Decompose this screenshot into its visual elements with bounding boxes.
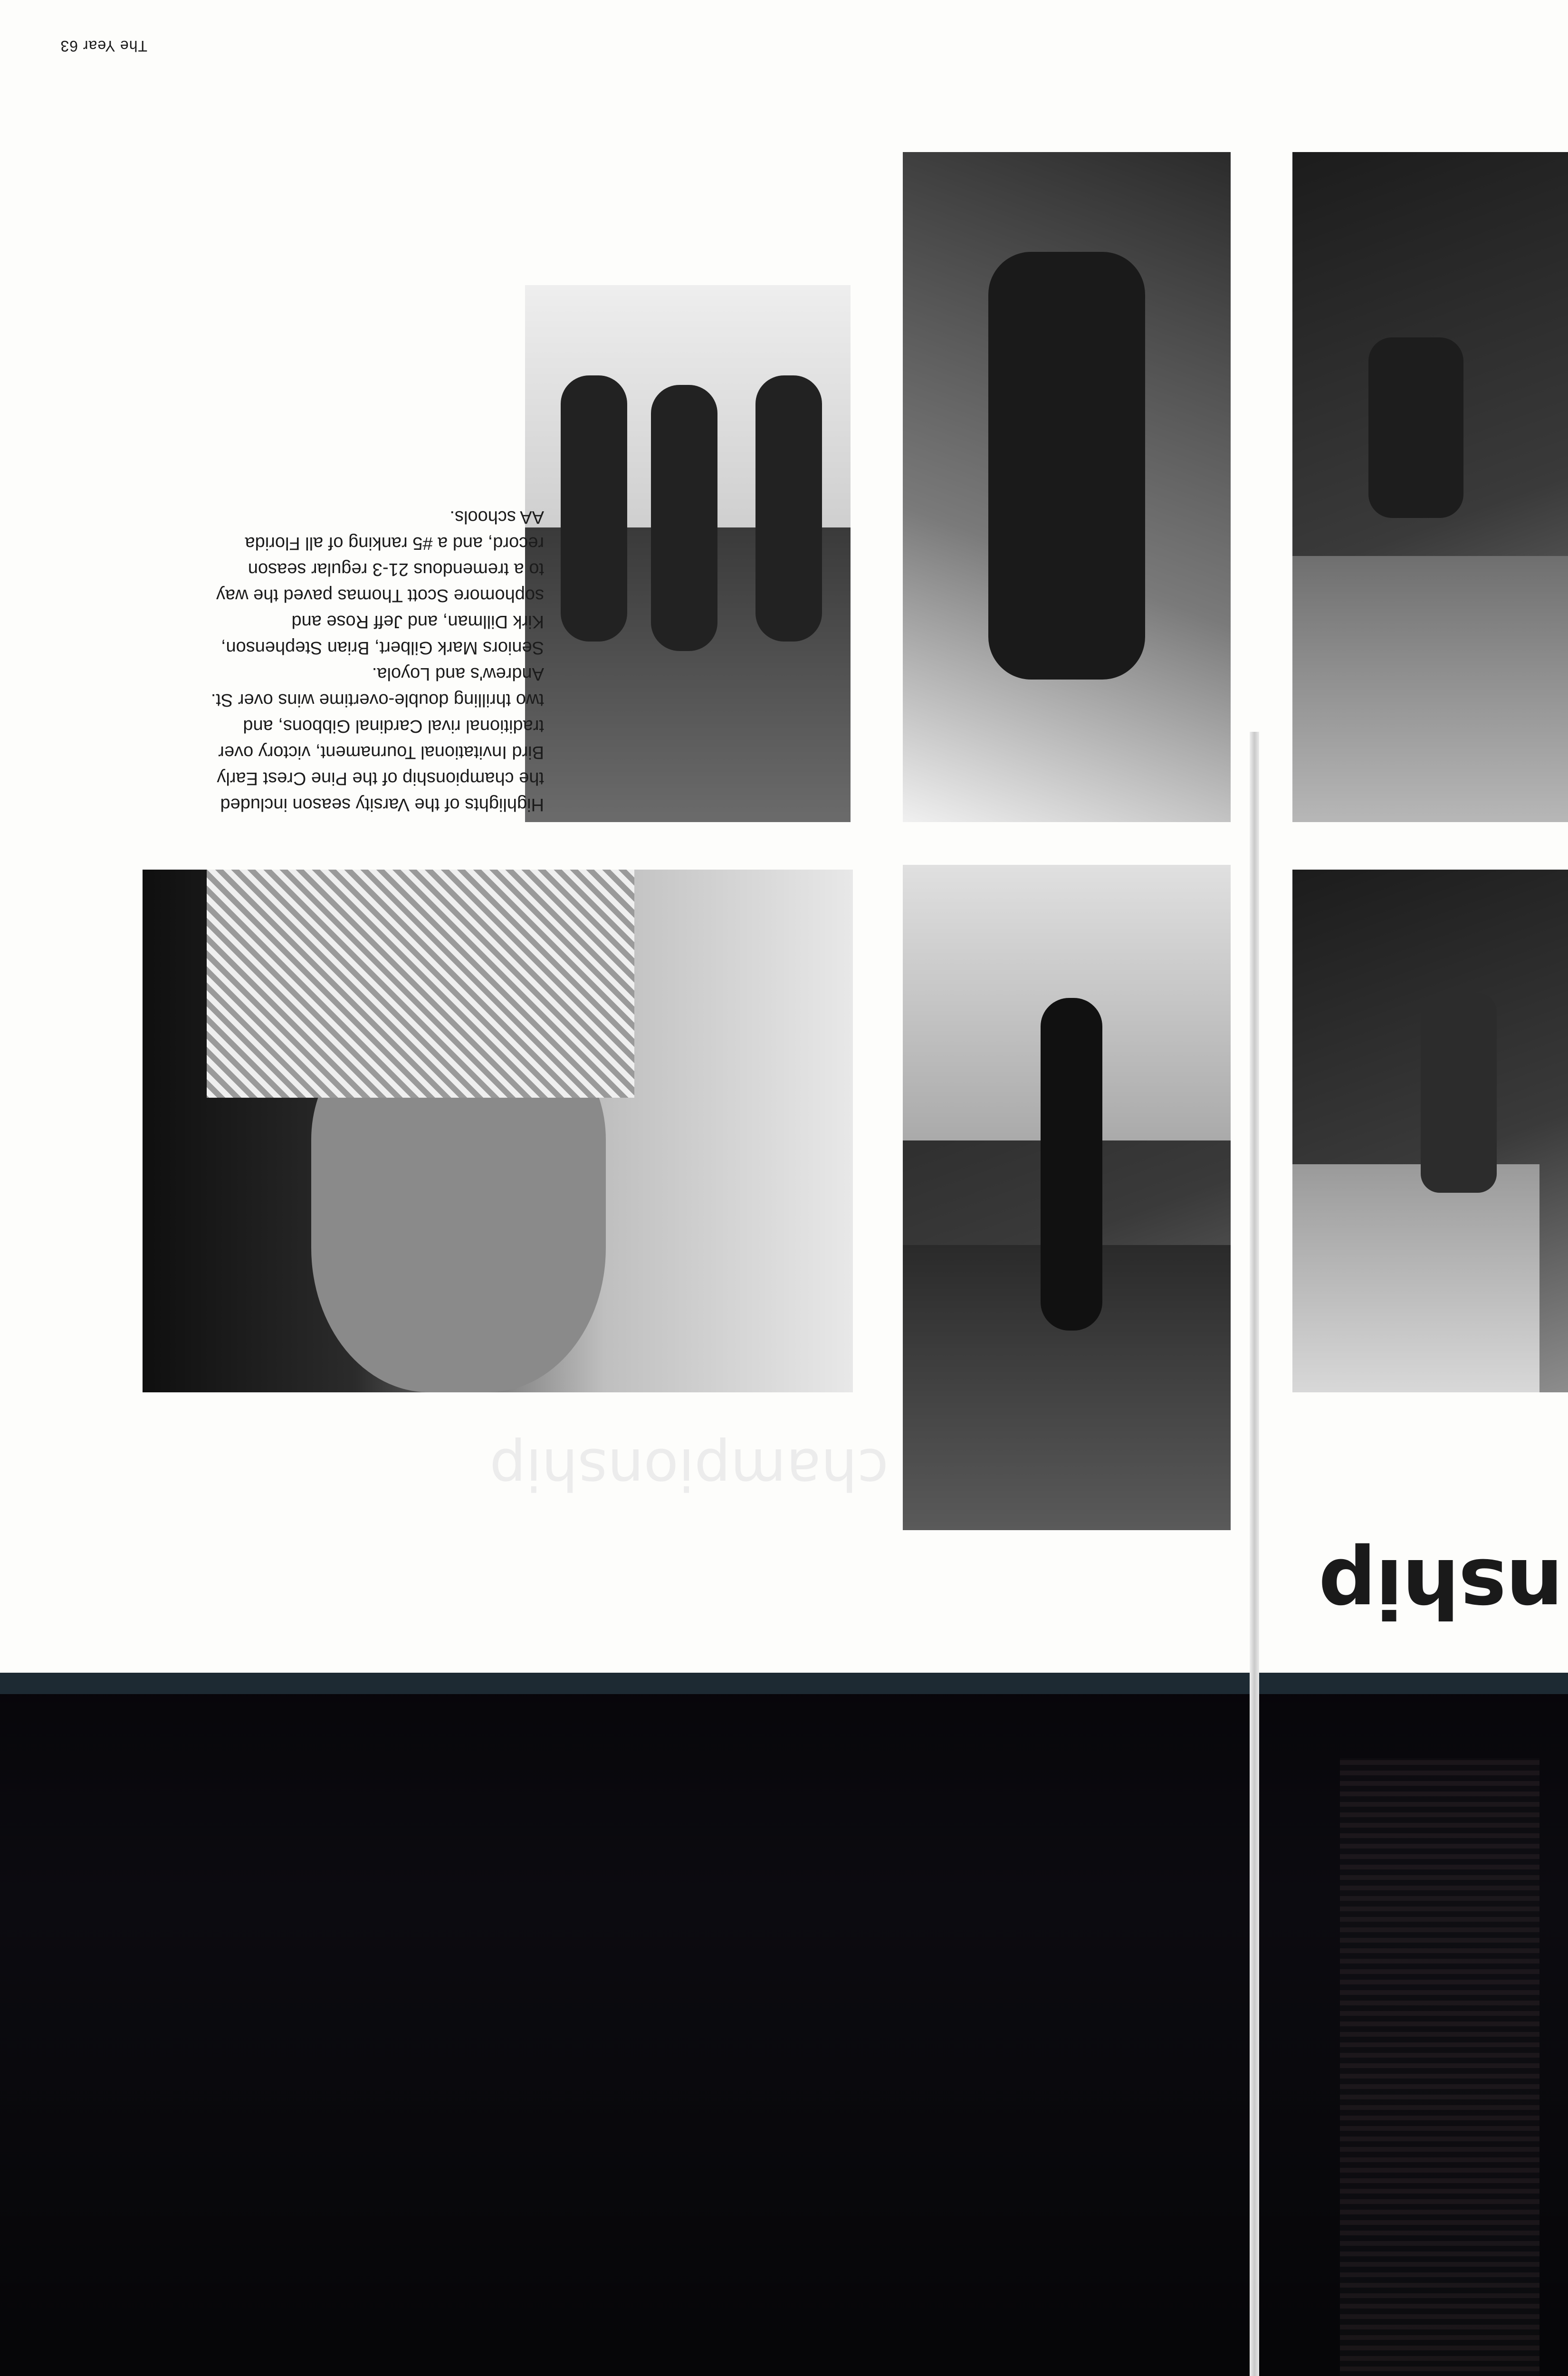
photo-crowd-bench [1292,152,1568,822]
player-figure [561,375,627,642]
photo-players-huddle [525,285,851,822]
plaid-jacket [207,870,634,1098]
dark-cover-area [0,1675,1568,2376]
player-figure [755,375,822,642]
cover-striped-edge [1340,1758,1539,2376]
photo-left-page-action [1292,870,1568,1392]
book-gutter [1250,732,1259,2376]
player-figure [1041,998,1102,1331]
cover-edge-strip [0,1673,1568,1694]
player-figure [1421,993,1497,1193]
photo-coach-portrait [143,870,853,1392]
player-figure [651,385,717,651]
page-folio: The Year 63 [60,38,147,55]
photo-player-drives [903,152,1231,822]
headline-fragment: nship [1319,1541,1563,1635]
court-floor [1292,556,1568,822]
photo-jump-shot [903,865,1231,1530]
player-figure [988,252,1145,680]
ghost-heading: championship [489,1436,889,1502]
court-floor [1292,1164,1539,1392]
article-paragraph: Highlights of the Varsity season included the championship of the Pine Crest Early Bird Invitational Tournament, victory over traditional rival Cardinal Gibbons, and two thrilling double-overtime wins over St. Andrew's and Loyola. Seniors Mark Gilbert, Brian Stephenson, Kirk Dillman, and Jeff Rose and sophomore Scott Thomas paved the way to a tremendous 21-3 regular season record, and a #5 ranking of all Florida AA schools. [210,507,544,814]
player-figure [1368,337,1463,518]
